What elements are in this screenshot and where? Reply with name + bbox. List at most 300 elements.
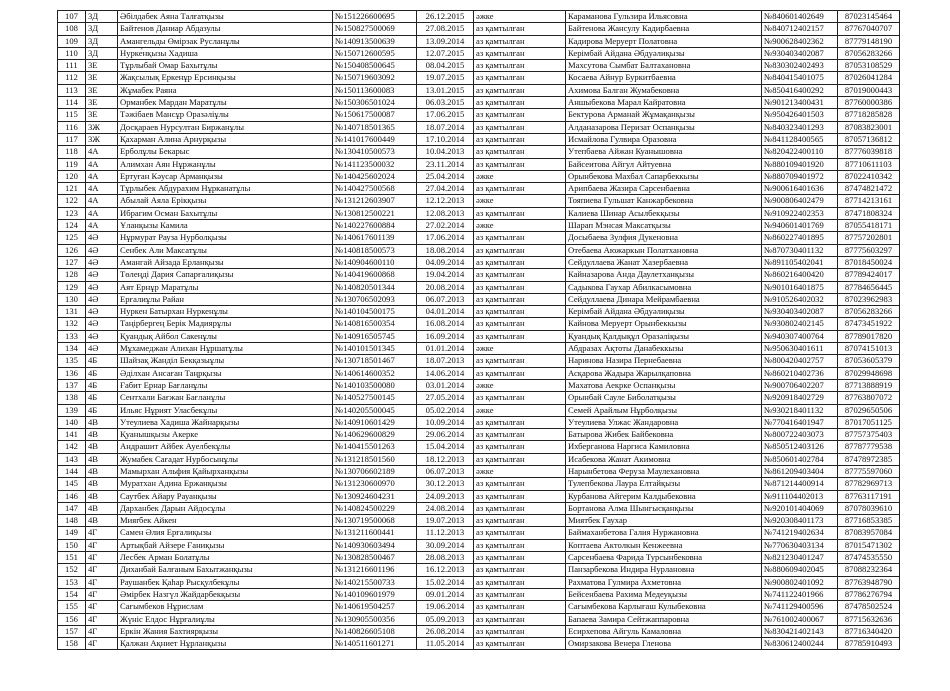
phone-cell: 87053108529 <box>838 60 900 72</box>
parent-iin-cell: №861209403404 <box>762 465 838 477</box>
row-number: 151 <box>58 552 86 564</box>
class-cell: 4Б <box>86 355 118 367</box>
parent-name-cell: Махсутова Сымбат Балтахановна <box>566 60 762 72</box>
class-cell: 4Г <box>86 601 118 613</box>
class-cell: 4В <box>86 478 118 490</box>
parent-name-cell: Шарап Мэнсая Максатқызы <box>566 220 762 232</box>
phone-cell: 87474535550 <box>838 552 900 564</box>
phone-cell: 87716340420 <box>838 625 900 637</box>
parent-name-cell: Асқарова Жадыра Жарылқаповна <box>566 367 762 379</box>
status-cell: әжке <box>474 11 566 23</box>
birth-date-cell: 18.12.2013 <box>417 453 474 465</box>
student-name-cell: Әділхан Ансаған Таңрқызы <box>118 367 333 379</box>
class-cell: 4Ә <box>86 343 118 355</box>
class-cell: 4В <box>86 515 118 527</box>
parent-name-cell: Омирзакова Венера Гленова <box>566 638 762 650</box>
student-name-cell: Мияrбек Айкен <box>118 515 333 527</box>
row-number: 146 <box>58 490 86 502</box>
birth-date-cell: 17.06.2014 <box>417 232 474 244</box>
student-name-cell: Қахарман Алина Арнурқызы <box>118 133 333 145</box>
student-iin-cell: №140205500045 <box>333 404 417 416</box>
student-iin-cell: №131230600970 <box>333 478 417 490</box>
student-iin-cell: №130905500356 <box>333 613 417 625</box>
birth-date-cell: 30.12.2013 <box>417 478 474 490</box>
table-row <box>58 588 900 600</box>
status-cell: аз қамтылған <box>474 539 566 551</box>
status-cell: әжке <box>474 195 566 207</box>
student-iin-cell: №150617500087 <box>333 109 417 121</box>
student-iin-cell: №150306501024 <box>333 97 417 109</box>
status-cell: аз қамтылған <box>474 441 566 453</box>
table-row <box>58 576 900 588</box>
table-row <box>58 465 900 477</box>
table-row <box>58 84 900 96</box>
class-cell: 4А <box>86 183 118 195</box>
phone-cell: 87789017820 <box>838 330 900 342</box>
class-cell: 3Д <box>86 23 118 35</box>
student-name-cell: Әбілдабек Аяна Талғатқызы <box>118 11 333 23</box>
parent-iin-cell: №770630403134 <box>762 539 838 551</box>
parent-iin-cell: №880709401972 <box>762 170 838 182</box>
student-iin-cell: №140818500573 <box>333 244 417 256</box>
birth-date-cell: 08.04.2015 <box>417 60 474 72</box>
birth-date-cell: 05.02.2014 <box>417 404 474 416</box>
student-name-cell: Еркін Жания Бахтиярқызы <box>118 625 333 637</box>
parent-name-cell: Коптаева Актолкын Кенжеевна <box>566 539 762 551</box>
status-cell: әжке <box>474 343 566 355</box>
student-iin-cell: №140629600829 <box>333 429 417 441</box>
parent-name-cell: Бектурова Арманай Жұмақанқызы <box>566 109 762 121</box>
class-cell: 4В <box>86 465 118 477</box>
row-number: 117 <box>58 133 86 145</box>
row-number: 107 <box>58 11 86 23</box>
parent-iin-cell: №910922402353 <box>762 207 838 219</box>
student-name-cell: Жүніс Елдос Нұрғалиұлы <box>118 613 333 625</box>
table-row <box>58 35 900 47</box>
student-iin-cell: №141123500032 <box>333 158 417 170</box>
phone-cell: 87471808324 <box>838 207 900 219</box>
parent-iin-cell: №830302402493 <box>762 60 838 72</box>
class-cell: 4Г <box>86 638 118 650</box>
student-name-cell: Сентхали Бағжан Бағланұлы <box>118 392 333 404</box>
class-cell: 4Б <box>86 404 118 416</box>
table-row <box>58 306 900 318</box>
status-cell: әжке <box>474 220 566 232</box>
parent-name-cell: Тояпиева Гульшат Канжарбековна <box>566 195 762 207</box>
birth-date-cell: 06.07.2013 <box>417 465 474 477</box>
phone-cell: 87767040707 <box>838 23 900 35</box>
status-cell: аз қамтылған <box>474 588 566 600</box>
parent-name-cell: Ихберганова Наргиса Камиловна <box>566 441 762 453</box>
student-iin-cell: №140215500733 <box>333 576 417 588</box>
phone-cell: 87718285828 <box>838 109 900 121</box>
table-row <box>58 564 900 576</box>
birth-date-cell: 29.06.2014 <box>417 429 474 441</box>
student-name-cell: Мамырхан Альфия Қайырханқызы <box>118 465 333 477</box>
table-row <box>58 121 900 133</box>
parent-name-cell: Курбанова Айгерим Калдыбековна <box>566 490 762 502</box>
table-row <box>58 269 900 281</box>
parent-name-cell: Наринова Назира Пернебаевна <box>566 355 762 367</box>
student-iin-cell: №131218501560 <box>333 453 417 465</box>
student-iin-cell: №140415501263 <box>333 441 417 453</box>
student-name-cell: Ильяс Нұрият Уласбекұлы <box>118 404 333 416</box>
parent-iin-cell: №940601401769 <box>762 220 838 232</box>
table-row <box>58 183 900 195</box>
birth-date-cell: 26.12.2015 <box>417 11 474 23</box>
student-iin-cell: №140816500354 <box>333 318 417 330</box>
table-row <box>58 343 900 355</box>
table-row <box>58 625 900 637</box>
student-iin-cell: №150719603092 <box>333 72 417 84</box>
parent-name-cell: Миятбек Гаухар <box>566 515 762 527</box>
phone-cell: 87023962983 <box>838 293 900 305</box>
row-number: 150 <box>58 539 86 551</box>
birth-date-cell: 14.06.2014 <box>417 367 474 379</box>
student-iin-cell: №150113600083 <box>333 84 417 96</box>
class-cell: 4В <box>86 429 118 441</box>
row-number: 135 <box>58 355 86 367</box>
parent-iin-cell: №830421402143 <box>762 625 838 637</box>
parent-name-cell: Алданазарова Перизат Оспанқызы <box>566 121 762 133</box>
birth-date-cell: 16.12.2013 <box>417 564 474 576</box>
phone-cell: 87787779538 <box>838 441 900 453</box>
parent-name-cell: Утепбаева Айжан Куанышовна <box>566 146 762 158</box>
phone-cell: 87710611103 <box>838 158 900 170</box>
parent-iin-cell: №950426401503 <box>762 109 838 121</box>
table-row <box>58 72 900 84</box>
phone-cell: 87775603297 <box>838 244 900 256</box>
student-name-cell: Тәжібаев Мансұр Оразәліұлы <box>118 109 333 121</box>
student-name-cell: Дарханбек Дарын Айдосұлы <box>118 502 333 514</box>
class-cell: 4Б <box>86 367 118 379</box>
row-number: 156 <box>58 613 86 625</box>
class-cell: 4В <box>86 416 118 428</box>
parent-name-cell: Сейдуллаева Жанат Хазербаевна <box>566 256 762 268</box>
phone-cell: 87782969713 <box>838 478 900 490</box>
student-iin-cell: №140511601271 <box>333 638 417 650</box>
student-name-cell: Ибрагим Осман Бахытұлы <box>118 207 333 219</box>
parent-name-cell: Семей Арайлым Нұрболқызы <box>566 404 762 416</box>
phone-cell: 87715632636 <box>838 613 900 625</box>
birth-date-cell: 20.08.2014 <box>417 281 474 293</box>
row-number: 145 <box>58 478 86 490</box>
birth-date-cell: 09.01.2014 <box>417 588 474 600</box>
student-iin-cell: №130706502093 <box>333 293 417 305</box>
birth-date-cell: 10.04.2013 <box>417 146 474 158</box>
parent-name-cell: Байсеитова Айгул Айтуевна <box>566 158 762 170</box>
phone-cell: 87088232364 <box>838 564 900 576</box>
status-cell: аз қамтылған <box>474 453 566 465</box>
row-number: 129 <box>58 281 86 293</box>
birth-date-cell: 18.08.2014 <box>417 244 474 256</box>
student-iin-cell: №140824500229 <box>333 502 417 514</box>
class-cell: 4А <box>86 220 118 232</box>
table-row <box>58 293 900 305</box>
student-iin-cell: №151226600695 <box>333 11 417 23</box>
row-number: 127 <box>58 256 86 268</box>
parent-name-cell: Аншыбекова Марал Кайратовна <box>566 97 762 109</box>
birth-date-cell: 24.09.2013 <box>417 490 474 502</box>
parent-name-cell: Орынбекова Махбал Сапарбеккызы <box>566 170 762 182</box>
parent-iin-cell: №860227401895 <box>762 232 838 244</box>
parent-name-cell: Исабекова Жанат Акимовна <box>566 453 762 465</box>
student-iin-cell: №140104500175 <box>333 306 417 318</box>
birth-date-cell: 13.09.2014 <box>417 35 474 47</box>
student-name-cell: Сенбек Али Максатұлы <box>118 244 333 256</box>
row-number: 147 <box>58 502 86 514</box>
status-cell: аз қамтылған <box>474 527 566 539</box>
birth-date-cell: 19.04.2014 <box>417 269 474 281</box>
class-cell: 4Б <box>86 392 118 404</box>
parent-iin-cell: №920918402729 <box>762 392 838 404</box>
student-iin-cell: №140419600868 <box>333 269 417 281</box>
class-cell: 3Е <box>86 84 118 96</box>
birth-date-cell: 10.09.2014 <box>417 416 474 428</box>
row-number: 153 <box>58 576 86 588</box>
parent-iin-cell: №901016401875 <box>762 281 838 293</box>
status-cell: аз қамтылған <box>474 318 566 330</box>
parent-name-cell: Керімбай Айдана Әбдуәлиқызы <box>566 47 762 59</box>
student-name-cell: Жақсылық Еркенұр Ерсинқызы <box>118 72 333 84</box>
parent-iin-cell: №841128400565 <box>762 133 838 145</box>
status-cell: аз қамтылған <box>474 638 566 650</box>
status-cell: аз қамтылған <box>474 564 566 576</box>
status-cell: аз қамтылған <box>474 183 566 195</box>
status-cell: аз қамтылған <box>474 490 566 502</box>
row-number: 125 <box>58 232 86 244</box>
row-number: 112 <box>58 72 86 84</box>
student-name-cell: Абылай Аяла Ерікқызы <box>118 195 333 207</box>
class-cell: 4А <box>86 170 118 182</box>
class-cell: 4Г <box>86 613 118 625</box>
student-iin-cell: №150408500645 <box>333 60 417 72</box>
parent-iin-cell: №840601402649 <box>762 11 838 23</box>
class-cell: 4Г <box>86 564 118 576</box>
student-iin-cell: №140913500639 <box>333 35 417 47</box>
birth-date-cell: 04.01.2014 <box>417 306 474 318</box>
status-cell: аз қамтылған <box>474 330 566 342</box>
student-iin-cell: №140227600884 <box>333 220 417 232</box>
row-number: 122 <box>58 195 86 207</box>
class-cell: 4Ә <box>86 318 118 330</box>
class-cell: 4Г <box>86 552 118 564</box>
class-cell: 4Г <box>86 625 118 637</box>
status-cell: аз қамтылған <box>474 207 566 219</box>
phone-cell: 87057136812 <box>838 133 900 145</box>
phone-cell: 87019000443 <box>838 84 900 96</box>
phone-cell: 87018450024 <box>838 256 900 268</box>
class-cell: 4В <box>86 453 118 465</box>
parent-iin-cell: №821230401247 <box>762 552 838 564</box>
student-iin-cell: №130718501467 <box>333 355 417 367</box>
parent-iin-cell: №920101404069 <box>762 502 838 514</box>
status-cell: аз қамтылған <box>474 552 566 564</box>
phone-cell: 87757375403 <box>838 429 900 441</box>
student-iin-cell: №130410500573 <box>333 146 417 158</box>
table-row <box>58 146 900 158</box>
class-cell: 4В <box>86 490 118 502</box>
table-row <box>58 355 900 367</box>
student-iin-cell: №130924604231 <box>333 490 417 502</box>
parent-name-cell: Кайназарова Анда Даулетханқызы <box>566 269 762 281</box>
class-cell: 4В <box>86 502 118 514</box>
student-name-cell: Ерболұлы Бекарыс <box>118 146 333 158</box>
parent-name-cell: Косаева Айнур Буркитбаевна <box>566 72 762 84</box>
birth-date-cell: 15.04.2014 <box>417 441 474 453</box>
parent-iin-cell: №930403402087 <box>762 47 838 59</box>
student-iin-cell: №150827500069 <box>333 23 417 35</box>
student-name-cell: Орманбек Мардан Маратұлы <box>118 97 333 109</box>
table-row <box>58 318 900 330</box>
table-row <box>58 441 900 453</box>
table-row <box>58 515 900 527</box>
birth-date-cell: 18.07.2014 <box>417 121 474 133</box>
class-cell: 4Ә <box>86 330 118 342</box>
class-cell: 3Д <box>86 35 118 47</box>
status-cell: аз қамтылған <box>474 84 566 96</box>
student-name-cell: Утеулиева Хадиша Жайнарқызы <box>118 416 333 428</box>
student-iin-cell: №140820501344 <box>333 281 417 293</box>
table-row <box>58 416 900 428</box>
parent-iin-cell: №840712402157 <box>762 23 838 35</box>
table-row <box>58 109 900 121</box>
phone-cell: 87713888919 <box>838 379 900 391</box>
table-row <box>58 220 900 232</box>
student-name-cell: Нурке́нқызы Хадиша <box>118 47 333 59</box>
birth-date-cell: 27.08.2015 <box>417 23 474 35</box>
class-cell: 4Г <box>86 527 118 539</box>
table-row <box>58 453 900 465</box>
student-name-cell: Жұмабек Раяна <box>118 84 333 96</box>
parent-name-cell: Байтенова Жансулу Кадирбаевна <box>566 23 762 35</box>
phone-cell: 87786276794 <box>838 588 900 600</box>
class-cell: 4Ә <box>86 293 118 305</box>
parent-iin-cell: №840415401075 <box>762 72 838 84</box>
row-number: 121 <box>58 183 86 195</box>
parent-iin-cell: №940307400764 <box>762 330 838 342</box>
parent-iin-cell: №900628402362 <box>762 35 838 47</box>
parent-iin-cell: №901213400431 <box>762 97 838 109</box>
birth-date-cell: 26.08.2014 <box>417 625 474 637</box>
parent-iin-cell: №770416401947 <box>762 416 838 428</box>
student-name-cell: Қуанышқызы Акерке <box>118 429 333 441</box>
phone-cell: 87055418171 <box>838 220 900 232</box>
student-name-cell: Лесбек Арман Болатұлы <box>118 552 333 564</box>
parent-iin-cell: №891105402041 <box>762 256 838 268</box>
birth-date-cell: 27.04.2014 <box>417 183 474 195</box>
birth-date-cell: 16.08.2014 <box>417 318 474 330</box>
birth-date-cell: 19.07.2015 <box>417 72 474 84</box>
student-iin-cell: №140910601429 <box>333 416 417 428</box>
row-number: 138 <box>58 392 86 404</box>
table-row <box>58 47 900 59</box>
status-cell: аз қамтылған <box>474 269 566 281</box>
status-cell: аз қамтылған <box>474 416 566 428</box>
phone-cell: 87763807072 <box>838 392 900 404</box>
class-cell: 3Е <box>86 97 118 109</box>
parent-iin-cell: №900616401636 <box>762 183 838 195</box>
birth-date-cell: 04.09.2014 <box>417 256 474 268</box>
parent-name-cell: Панзарбекова Индира Нурлановна <box>566 564 762 576</box>
student-iin-cell: №140904600110 <box>333 256 417 268</box>
status-cell: аз қамтылған <box>474 478 566 490</box>
phone-cell: 87785910493 <box>838 638 900 650</box>
phone-cell: 87760000386 <box>838 97 900 109</box>
student-name-cell: Артықбай Айзере Ғаниқызы <box>118 539 333 551</box>
row-number: 139 <box>58 404 86 416</box>
student-name-cell: Ерғалиұлы Райан <box>118 293 333 305</box>
status-cell: аз қамтылған <box>474 232 566 244</box>
student-iin-cell: №140930603494 <box>333 539 417 551</box>
student-iin-cell: №130719500068 <box>333 515 417 527</box>
birth-date-cell: 06.07.2013 <box>417 293 474 305</box>
class-cell: 4Ә <box>86 244 118 256</box>
row-number: 109 <box>58 35 86 47</box>
birth-date-cell: 12.08.2013 <box>417 207 474 219</box>
table-row <box>58 392 900 404</box>
table-row <box>58 232 900 244</box>
parent-name-cell: Батырова Жибек Байбековна <box>566 429 762 441</box>
birth-date-cell: 11.12.2013 <box>417 527 474 539</box>
phone-cell: 87015471302 <box>838 539 900 551</box>
student-iin-cell: №130812500221 <box>333 207 417 219</box>
parent-name-cell: Абдразах Ақтоты Данабеккызы <box>566 343 762 355</box>
class-cell: 4Г <box>86 588 118 600</box>
parent-name-cell: Кайнова Меруерт Орынбеккызы <box>566 318 762 330</box>
row-number: 115 <box>58 109 86 121</box>
class-cell: 3Е <box>86 72 118 84</box>
status-cell: аз қамтылған <box>474 72 566 84</box>
row-number: 155 <box>58 601 86 613</box>
phone-cell: 87022410342 <box>838 170 900 182</box>
status-cell: әжке <box>474 170 566 182</box>
parent-iin-cell: №920308401173 <box>762 515 838 527</box>
phone-cell: 87023145464 <box>838 11 900 23</box>
parent-iin-cell: №870730401132 <box>762 244 838 256</box>
student-name-cell: Әмірбек Назгүл Жайдарбекқызы <box>118 588 333 600</box>
status-cell: аз қамтылған <box>474 625 566 637</box>
row-number: 148 <box>58 515 86 527</box>
table-row <box>58 23 900 35</box>
parent-name-cell: Садыкова Гаухар Абилкасымовна <box>566 281 762 293</box>
birth-date-cell: 03.01.2014 <box>417 379 474 391</box>
parent-iin-cell: №871214400914 <box>762 478 838 490</box>
class-cell: 3Д <box>86 47 118 59</box>
parent-iin-cell: №900706402207 <box>762 379 838 391</box>
parent-name-cell: Керімбай Айдана Әбдуәлиқызы <box>566 306 762 318</box>
class-cell: 3Е <box>86 60 118 72</box>
birth-date-cell: 24.08.2014 <box>417 502 474 514</box>
row-number: 131 <box>58 306 86 318</box>
class-cell: 3Д <box>86 11 118 23</box>
row-number: 128 <box>58 269 86 281</box>
parent-iin-cell: №880609402045 <box>762 564 838 576</box>
birth-date-cell: 23.11.2014 <box>417 158 474 170</box>
class-cell: 3Ж <box>86 121 118 133</box>
status-cell: әжке <box>474 465 566 477</box>
class-cell: 4Ә <box>86 232 118 244</box>
status-cell: аз қамтылған <box>474 306 566 318</box>
student-list-sheet <box>57 10 899 650</box>
phone-cell: 87474821472 <box>838 183 900 195</box>
parent-name-cell: Сейдуллаева Динара Мейрамбаевна <box>566 293 762 305</box>
row-number: 110 <box>58 47 86 59</box>
student-iin-cell: №130706602189 <box>333 465 417 477</box>
table-row <box>58 244 900 256</box>
row-number: 149 <box>58 527 86 539</box>
table-row <box>58 170 900 182</box>
